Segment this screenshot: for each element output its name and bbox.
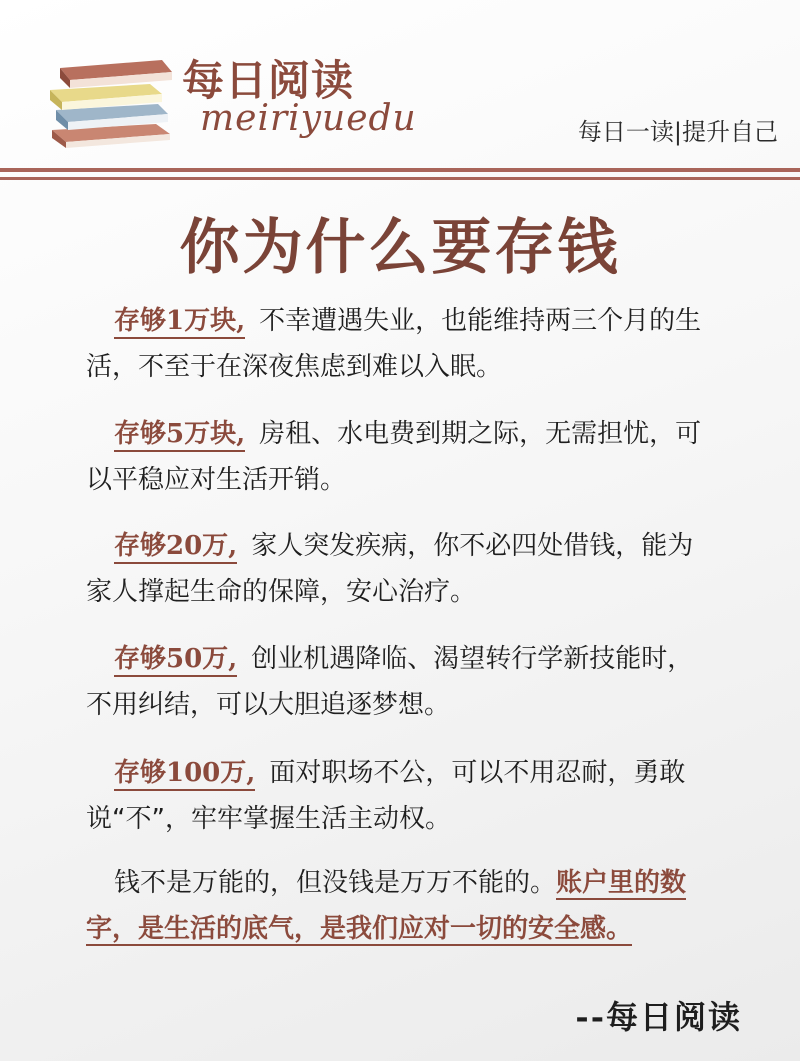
paragraph-5-lead: 存够100万, — [114, 758, 255, 791]
signature: --每日阅读 — [575, 998, 742, 1036]
header-divider-top — [0, 168, 800, 172]
paragraph-2-text: 房租、水电费到期之际，无需担忧，可以平稳应对生活开销。 — [86, 419, 702, 495]
paragraph-3 — [86, 523, 706, 615]
brand-name: 每日阅读 — [182, 56, 355, 105]
paragraph-4 — [86, 636, 706, 728]
paragraph-3-lead: 存够20万, — [114, 531, 237, 564]
header-divider-bottom — [0, 177, 800, 180]
paragraph-1 — [86, 298, 706, 390]
paragraph-1-lead: 存够1万块, — [114, 306, 245, 339]
paragraph-2 — [86, 411, 706, 503]
stacked-books-icon — [46, 52, 176, 152]
paragraph-1-text: 不幸遭遇失业，也能维持两三个月的生活，不至于在深夜焦虑到难以入眠。 — [86, 306, 702, 382]
paragraph-4-lead: 存够50万, — [114, 644, 237, 677]
brand-pinyin: meiriyuedu — [200, 98, 417, 139]
paragraph-5-text: 面对职场不公，可以不用忍耐，勇敢说“不”，牢牢掌握生活主动权。 — [86, 758, 686, 834]
paragraph-3-text: 家人突发疾病，你不必四处借钱，能为家人撑起生命的保障，安心治疗。 — [86, 531, 694, 607]
slogan: 每日一读|提升自己 — [577, 118, 778, 146]
page-title: 你为什么要存钱 — [179, 213, 621, 283]
paragraph-2-lead: 存够5万块, — [114, 419, 245, 452]
closing-paragraph — [86, 860, 706, 952]
header — [0, 0, 800, 170]
paragraph-5 — [86, 750, 706, 842]
closing-plain-text: 钱不是万能的，但没钱是万万不能的。 — [114, 868, 557, 898]
paragraph-4-text: 创业机遇降临、渴望转行学新技能时，不用纠结，可以大胆追逐梦想。 — [86, 644, 694, 720]
closing-emphasis-text: 账户里的数字，是生活的底气，是我们应对一切的安全感。 — [86, 868, 687, 944]
